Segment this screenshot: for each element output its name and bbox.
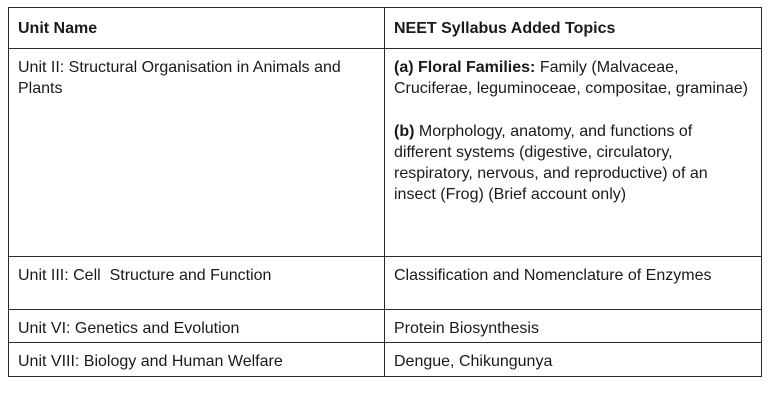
- added-topics-cell: Dengue, Chikungunya: [385, 343, 762, 377]
- syllabus-table: [8, 7, 762, 377]
- topic-paragraph: [394, 57, 752, 99]
- table-row: [9, 257, 762, 310]
- unit-name-cell: Unit VIII: Biology and Human Welfare: [9, 343, 385, 377]
- unit-name-cell: Unit III: Cell Structure and Function: [9, 257, 385, 310]
- topic-paragraph: [394, 121, 752, 205]
- header-added-topics: NEET Syllabus Added Topics: [385, 8, 762, 49]
- table-row: [9, 310, 762, 343]
- added-topics-cell: Protein Biosynthesis: [385, 310, 762, 343]
- topic-text: Family (Malvaceae, Cruciferae, leguminoceae, compositae, graminae): [394, 59, 748, 97]
- table-header-row: [9, 8, 762, 49]
- syllabus-table-container: [8, 7, 761, 377]
- topic-text: Morphology, anatomy, and functions of different systems (digestive, circulatory, respiratory, nervous, and reproductive) of an insect (Frog) (Brief account only): [394, 123, 708, 203]
- topic-lead: (a) Floral Families:: [394, 59, 536, 76]
- added-topics-cell: Classification and Nomenclature of Enzymes: [385, 257, 762, 310]
- unit-name-cell: Unit VI: Genetics and Evolution: [9, 310, 385, 343]
- table-row: [9, 343, 762, 377]
- unit-name-cell: Unit II: Structural Organisation in Animals and Plants: [9, 49, 385, 257]
- table-row: [9, 49, 762, 257]
- header-unit-name: Unit Name: [9, 8, 385, 49]
- topic-lead: (b): [394, 123, 415, 140]
- added-topics-cell: [385, 49, 762, 257]
